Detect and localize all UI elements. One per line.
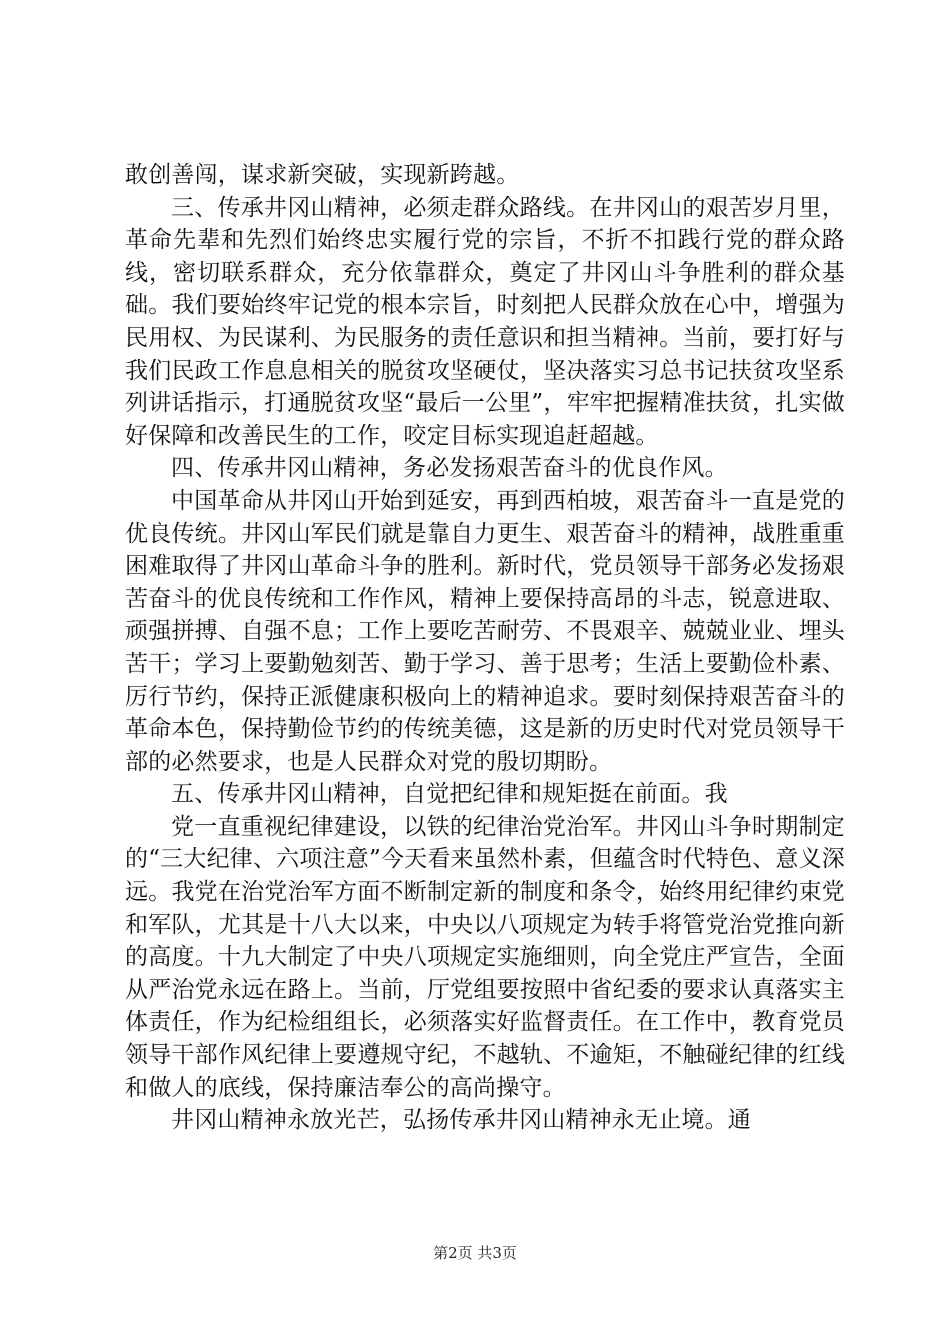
paragraph-5: 五、传承井冈山精神，自觉把纪律和规矩挺在前面。我 — [171, 781, 728, 808]
paragraph-3: 四、传承井冈山精神，务必发扬艰苦奋斗的优良作风。 — [171, 455, 728, 482]
paragraph-6: 党一直重视纪律建设，以铁的纪律治党治军。井冈山斗争时期制定的“三大纪律、六项注意”今天看来虽然朴素，但蕴含时代特色、意义深远。我党在治党治军方面不断制定新的制度和条令，始终用纪律约束党和军队，尤其是十八大以来，中央以八项规定为转手将管党治党推向新的高度。十九大制定了中央八项规定实施细则，向全党庄严宣告，全面从严治党永远在路上。当前，厅党组要按照中省纪委的要求认真落实主体责任，作为纪检组组长，必须落实好监督责任。在工作中，教育党员领导干部作风纪律上要遵规守纪，不越轨、不逾矩，不触碰纪律的红线和做人的底线，保持廉洁奉公的高尚操守。 — [125, 813, 845, 1101]
paragraph-4: 中国革命从井冈山开始到延安，再到西柏坡，艰苦奋斗一直是党的优良传统。井冈山军民们就是靠自力更生、艰苦奋斗的精神，战胜重重困难取得了井冈山革命斗争的胜利。新时代，党员领导干部务必发扬艰苦奋斗的优良传统和工作作风，精神上要保持高昂的斗志，锐意进取、顽强拼搏、自强不息；工作上要吃苦耐劳、不畏艰辛、兢兢业业、埋头苦干；学习上要勤勉刻苦、勤于学习、善于思考；生活上要勤俭朴素、厉行节约，保持正派健康积极向上的精神追求。要时刻保持艰苦奋斗的革命本色，保持勤俭节约的传统美德，这是新的历史时代对党员领导干部的必然要求，也是人民群众对党的殷切期盼。 — [125, 487, 845, 775]
page-footer: 第2页 共3页 — [433, 1244, 517, 1262]
paragraph-1: 敢创善闯，谋求新突破，实现新跨越。 — [125, 162, 520, 188]
paragraph-7: 井冈山精神永放光芒，弘扬传承井冈山精神永无止境。通 — [171, 1107, 751, 1134]
document-body — [125, 159, 845, 1137]
paragraph-2: 三、传承井冈山精神，必须走群众路线。在井冈山的艰苦岁月里，革命先辈和先烈们始终忠实履行党的宗旨，不折不扣践行党的群众路线，密切联系群众，充分依靠群众，奠定了井冈山斗争胜利的群众基础。我们要始终牢记党的根本宗旨，时刻把人民群众放在心中，增强为民用权、为民谋利、为民服务的责任意识和担当精神。当前，要打好与我们民政工作息息相关的脱贫攻坚硬仗，坚决落实习总书记扶贫攻坚系列讲话指示，打通脱贫攻坚“最后一公里”，牢牢把握精准扶贫，扎实做好保障和改善民生的工作，咬定目标实现追赶超越。 — [125, 194, 845, 449]
